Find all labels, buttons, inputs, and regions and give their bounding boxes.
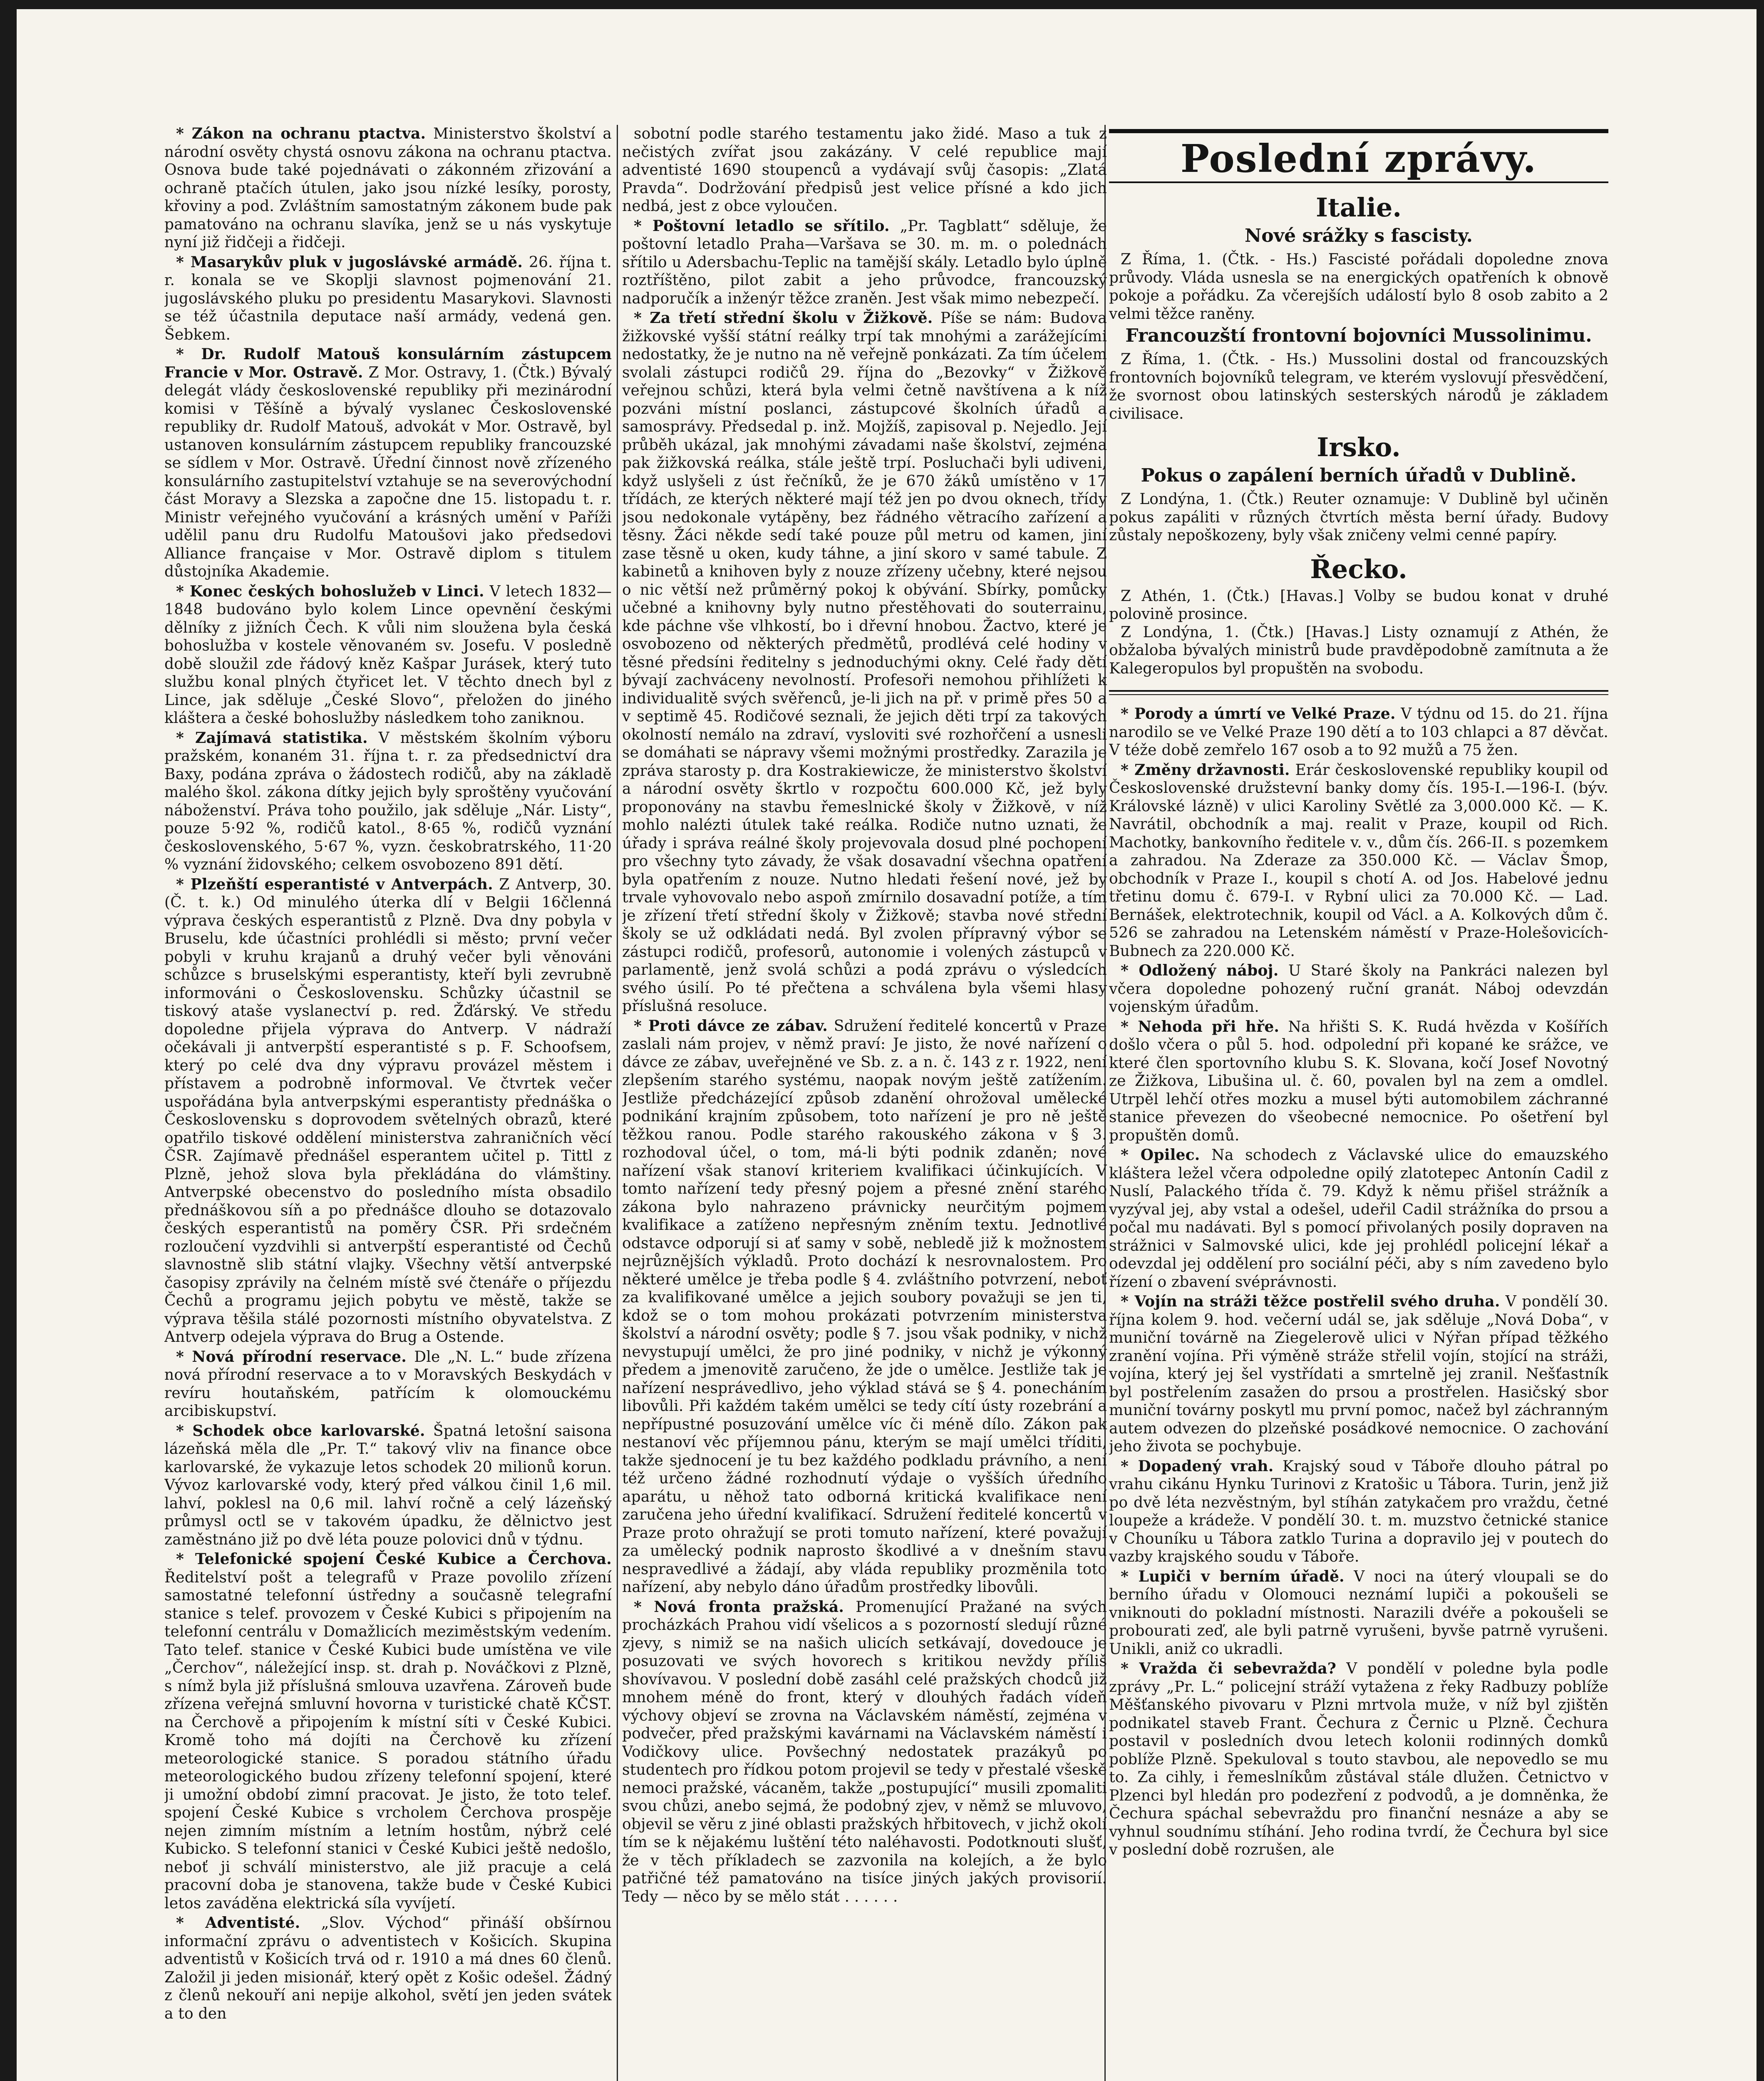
news-article (1109, 1018, 1608, 1145)
article-headline: * Zákon na ochranu ptactva. (176, 125, 426, 142)
article-paragraph (164, 1914, 612, 2023)
article-text: V městském školním výboru pražském, konaném 31. října t. r. za předsednictví dra Baxy, podána zpráva o žádostech rodičů, aby na základě malého škol. zákona dítky jejich byly sproštěny vyučování náboženství. Práva toho použilo, jak sděluje „Nár. Listy“, pouze 5·92 %, rodičů katol., 8·65 %, rodičů vyznání československého, 5·67 %, vyzn. českobratrského, 11·20 % vyznání židovského; celkem osvobozeno 891 dětí. (164, 729, 612, 873)
right-column (1109, 125, 1608, 2081)
article-headline: * Dopadený vrah. (1121, 1457, 1274, 1475)
news-article (1109, 1146, 1608, 1291)
page-edge-top (0, 0, 1764, 9)
article-paragraph (164, 345, 612, 581)
wire-report (1109, 465, 1608, 545)
news-article (164, 125, 612, 252)
article-paragraph (1109, 1018, 1608, 1145)
section-separator (1109, 690, 1608, 695)
article-headline: * Masarykův pluk v jugoslávské armádě. (176, 253, 523, 271)
article-headline: * Nová přírodní reservace. (176, 1348, 407, 1366)
article-headline: * Nová fronta pražská. (634, 1598, 844, 1616)
news-article (1109, 1293, 1608, 1456)
article-headline: * Nehoda při hře. (1121, 1018, 1280, 1036)
news-article (622, 309, 1107, 1016)
country-heading: Irsko. (1317, 432, 1401, 462)
article-text: Promenující Pražané na svých procházkách Prahou vidí všelicos a s pozorností sledují různé zjevy, s nimiž se na našich ulicích setkávají, dovedouce je posuzovati ve svých hovorech s kritikou nevždy příliš shovívavou. V poslední době zasáhl celé pražských chodců již mnohem méně do front, který v dlouhých řadách vídeň výchovy objeví se zrovna na Václavském náměstí, zejména v podvečer, před pražskými kavárnami na Václavském náměstí i Vodičkovy ulice. Povšechný nedostatek prazákyů po studentech pro řídkou potom projevil se tedy v přestalé všeskě nemoci pražské, vácaněm, takže „postupující“ musili zpomaliti svou chůzi, anebo sejmá, že podobný zjev, v němž se mluvovo, objevil se věru z jiné oblasti pražských hřbitovech, v jichž okolí tím se k nějakému luštění této naléhavosti. Podotknouti slušť, že v těch příkladech se zazvonila na kolejích, a že bylo patřičné též pamatováno na tisíce jiných jakých provisorií. Tedy — něco by se mělo stát . . . . . . (622, 1598, 1107, 1905)
article-paragraph (164, 253, 612, 344)
wire-report (1109, 325, 1608, 423)
wire-report (1109, 623, 1608, 678)
country-heading: Italie. (1316, 192, 1402, 223)
article-paragraph (164, 1422, 612, 1549)
article-paragraph (1109, 1660, 1608, 1859)
middle-column (622, 125, 1107, 2081)
article-text: V noci na úterý vloupali se do berního úřadu v Olomouci neznámí lupiči a pokoušeli se vniknouti do pokladní místnosti. Narazili dvéře a pokoušeli se probourati zeď, ale byli patrně vyrušeni, byvše patrně vyrušeni. Unikli, aniž co ukradli. (1109, 1568, 1608, 1658)
article-text: V týdnu od 15. do 21. října narodilo se ve Velké Praze 190 dětí a to 103 chlapci a 87 děvčat. V téže době zemřelo 167 osob a to 92 mužů a 75 žen. (1109, 705, 1608, 759)
article-text: U Staré školy na Pankráci nalezen byl včera dopoledne pohozený ruční granát. Náboj odevzdán vojenským úřadům. (1109, 962, 1608, 1016)
article-text: „Pr. Tagblatt“ sděluje, že poštovní letadlo Praha—Varšava se 30. m. m. o polednách sřítilo u Adersbachu-Teplic na tamější skály. Letadlo bylo úplně roztříštěno, pilot zabit a jeho průvodce, francouzský nadporučík a inženýr těžce zraněn. Jest však mimo nebezpečí. (622, 217, 1107, 307)
article-paragraph (164, 729, 612, 874)
news-article (622, 217, 1107, 308)
column-rule-1 (617, 125, 618, 2081)
article-headline: * Opilec. (1121, 1146, 1200, 1164)
article-text: V pondělí v poledne byla podle zprávy „Pr. L.“ policejní stráží vytažena z řeky Radbuzy poblíže Měšťanského pivovaru v Plzni mrtvola muže, v níž byl zjištěn podnikatel staveb Frant. Čechura z Černic u Plzně. Čechura postavil v posledních dvou letech kolonii rodinných domků poblíže Plzně. Spekuloval s touto stavbou, ale nepovedlo se mu to. Za cihly, i řemeslníkům zůstával stále dlužen. Četnictvo v Plzenci byl hledán pro podezření z podvodů, a je domněnka, že Čechura spáchal sebevraždu pro finanční nesnáze a aby se vyhnul soudnímu stíhání. Jeho rodina tvrdí, že Čechura byl sice v poslední době rozrušen, ale (1109, 1660, 1608, 1858)
report-headline: Francouzští frontovní bojovníci Mussolinimu. (1125, 325, 1592, 346)
article-text: Krajský soud v Táboře dlouho pátral po vrahu cikánu Hynku Turinovi z Kratošic u Tábora. Turin, jenž již po dvě léta nezvěstným, byl stíhán zatykačem pro vraždu, četné loupeže a krádeže. V pondělí 30. t. m. muzstvo četnické stanice v Chouníku u Tábora zatklo Turina a dopravilo jej v poutech do vazby krajského soudu v Táboře. (1109, 1458, 1608, 1565)
news-article (164, 345, 612, 581)
news-article (164, 1422, 612, 1549)
news-article (164, 253, 612, 344)
article-paragraph (1109, 705, 1608, 760)
article-paragraph (1109, 1568, 1608, 1659)
article-text: Z Mor. Ostravy, 1. (Čtk.) Bývalý delegát vlády československé republiky při mezinárodní komisi v Těšíně a bývalý vyslanec Československé republiky dr. Rudolf Matouš, advokát v Mor. Ostravě, byl ustanoven konsulárním zástupcem republiky francouzské se sídlem v Mor. Ostravě. Úřední činnost nově zřízeného konsulárního zastupitelství vztahuje se na severovýchodní část Moravy a Slezska a započne dne 15. listopadu t. r. Ministr veřejného vyučování a krásných umění v Paříži udělil panu dru Rudolfu Matoušovi jako předsedovi Alliance française v Mor. Ostravě diplom s titulem důstojníka Akademie. (164, 364, 612, 580)
article-text: Dle „N. L.“ bude zřízena nová přírodní reservace a to v Moravských Beskydách v revíru houtaňském, patřícím k olomouckému arcibiskupství. (164, 1348, 612, 1420)
article-headline: * Změny državnosti. (1121, 761, 1290, 779)
news-article (622, 1017, 1107, 1597)
article-text: 26. října t. r. konala se ve Skoplji slavnost pojmenování 21. jugoslávského pluku po presidentu Masarykovi. Slavnosti se též účastnila deputace naší armády, vedená gen. Šebkem. (164, 253, 612, 343)
country-heading: Řecko. (1310, 554, 1407, 584)
article-headline: * Konec českých bohoslužeb v Linci. (176, 582, 484, 600)
article-text: V letech 1832—1848 budováno bylo kolem Lince opevnění českými dělníky z jižních Čech. K vůli nim sloužena byla česká bohoslužba v kostele věnovaném sv. Josefu. V posledně době sloužil zde řádový kněz Kašpar Jurásek, který tuto službu konal plných čtyřicet let. V těchto dnech byl z Lince, jak sděluje „České Slovo“, přeložen do jiného kláštera a české bohoslužby následkem toho zaniknou. (164, 583, 612, 727)
report-headline: Pokus o zapálení berních úřadů v Dublině. (1141, 465, 1577, 486)
article-text: Sdružení ředitelé koncertů v Praze zaslali nám projev, v němž praví: Je jisto, že nové nařízení o dávce ze zábav, uveřejněné ve Sb. z. a n. č. 143 z r. 1922, není zlepšením starého systému, naopak novým ještě zatížením. Jestliže předcházející způsob zdanění ohrožoval umělecké podnikání krajním způsobem, toto nařízení je pro ně ještě těžkou ranou. Podle starého rakouského zákona v § 3. rozhodoval účel, o tom, má-li býti podnik zdaněn; nové nařízení však stanoví kriteriem kvalifikaci účinkujících. V tomto nařízení tedy přesný pojem a přesné znění starého zákona bylo nahrazeno právnicky neurčitým pojmem kvalifikace a zatíženo nepřesným zněním textu. Jednotlivé odstavce odporují si ať samy v sobě, nebledě již k možnostem nejrůznějších výkladů. Proto dochází k nesrovnalostem. Pro některé umělce je třeba podle § 4. zvláštního potvrzení, neboť za kvalifikované umělce a jejich soubory považuji se jen ti, kdož se o tom mohou prokázati potvrzením ministerstva školství a národní osvěty; podle § 7. jsou však podniky, v nichž nevystupují umělci, že pro jiné podniky, v nichž je výkonný předem a jmenovitě zaručeno, že jde o umělce. Jestliže tak je nařízení nesprávedlivo, jeho výklad stává se § 4. ponecháním libovůli. Při každém takém umělci se tedy cítí ústy rozebrání a nepřípustné posuzování umělce víc či méně dílo. Zákon pak nestanoví věc příjemnou pánu, kterým se mají umělci tříditi, takže sjednocení je tu bez každého podkladu právního, a není též určeno žádné rozhodnutí výdaje o vyšších úředního aparátu, u něhož tato odborná kritická kvalifikace není zaručena jeho úřední kvalifikací. Sdružení ředitelé koncertů v Praze proto ohražují se proti tomuto nařízení, které považují za umělecký podnik naprosto škodlivé a v dnešním stavu nespravedlivé a žádají, aby vláda republiky prozměnila toto nařízení, aby nebylo dáno úřadům prostředky libovůli. (622, 1017, 1107, 1596)
news-article (164, 1550, 612, 1912)
news-article (1109, 1568, 1608, 1659)
article-headline: * Plzeňští esperantisté v Antverpách. (176, 875, 493, 893)
article-paragraph (164, 1348, 612, 1420)
page-edge-left (0, 0, 17, 2081)
wire-report (1109, 587, 1608, 623)
article-text: Ministerstvo školství a národní osvěty chystá osnovu zákona na ochranu ptactva. Osnova bude také pojednávati o zákonném zřizování a ochraně ptačích útulen, jako jsou nízké lesíky, porosty, křoviny a pod. Zvláštním samostatným zákonem bude pak pamatováno na ochranu slavíka, jenž se u nás vyskytuje nyní již řidčeji a řidčeji. (164, 125, 612, 251)
article-headline: * Lupiči v berním úřadě. (1121, 1567, 1345, 1585)
article-paragraph (622, 217, 1107, 308)
report-text: Z Londýna, 1. (Čtk.) [Havas.] Listy oznamují z Athén, že obžaloba bývalých ministrů bude pravděpodobně zamítnuta a že Kalegeropulos byl propuštěn na svobodu. (1109, 623, 1608, 677)
article-paragraph (164, 876, 612, 1346)
news-article (164, 583, 612, 728)
article-headline: * Odložený náboj. (1121, 962, 1279, 979)
news-article (1109, 962, 1608, 1016)
news-article (1109, 1458, 1608, 1566)
article-headline: * Poštovní letadlo se sřítilo. (634, 217, 890, 235)
report-headline: Nové srážky s fascisty. (1244, 225, 1473, 246)
article-headline: * Vojín na stráži těžce postřelil svého druha. (1121, 1293, 1500, 1310)
article-paragraph (622, 125, 1107, 216)
news-article (1109, 761, 1608, 961)
article-paragraph (1109, 1146, 1608, 1291)
article-text: Na schodech z Václavské ulice do emauzského kláštera ležel včera odpoledne opilý zlatotepec Antonín Cadil z Nuslí, Palackého třída č. 79. Když k němu přišel strážník a vyzýval jej, aby vstal a odešel, udeřil Cadil strážníka do prsou a počal mu nadávati. Byl s pomocí přivolaných posily dopraven na strážnici v Salmovské ulici, kde jej prohlédl policejní lékař a odevzdal jej oddělení pro sociální péči, aby s ním zavedeno bylo řízení o zbavení svéprávnosti. (1109, 1147, 1608, 1291)
article-headline: * Dr. Rudolf Matouš konsulárním zástupcem Francie v Mor. Ostravě. (164, 345, 612, 381)
article-headline: * Telefonické spojení České Kubice a Čerchova. (176, 1550, 612, 1568)
article-paragraph (164, 583, 612, 728)
report-text: Z Londýna, 1. (Čtk.) Reuter oznamuje: V Dublině byl učiněn pokus zapáliti v různých čtvrtích města berní úřady. Budovy zůstaly nepoškozeny, byly však zničeny velmi cenné papíry. (1109, 491, 1608, 544)
news-article (622, 1598, 1107, 1906)
article-paragraph (1109, 962, 1608, 1016)
report-text: Z Athén, 1. (Čtk.) [Havas.] Volby se budou konat v druhé polovině prosince. (1109, 587, 1608, 623)
article-text: Píše se nám: Budova žižkovské vyšší státní reálky trpí tak mnohými a zarážejícími nedostatky, že je nutno na ně veřejně ponkázati. Za tím účelem svolali zástupci rodičů 29. října do „Bezovky“ v Žižkově veřejnou schůzi, která byla velmi četně navštívena a k níž pozváni místní poslanci, zástupcové školních úřadů a samosprávy. Předsedal p. inž. Mojžíš, zapisoval p. Nejedlo. Její průběh ukázal, jak mnohými závadami naše školství, zejména pak žižkovská reálka, stále ještě trpí. Posluchači byli udiveni, když uslyšeli z úst řečníků, že je 670 žáků umístěno v 17 třídách, ze kterých některé mají též jen po dvou oknech, třídy jsou nedokonale vytápěny, bez řádného větracího zařízení a těsny. Žáci někde sedí také pouze půl metru od kamen, jiní zase těsně u oken, kudy táhne, a jiní skoro v samé tabule. Z kabinetů a knihoven byly z nouze zřízeny učebny, které nejsou o nic větší než průměrný pokoj k obývání. Sbírky, pomůcky učebné a knihovny byly nutno přestěhovati do souterrainu, kde páchne vše vlhkostí, bo i dřevní hnobou. Žactvo, které je osvobozeno od některých předmětů, prodlévá celé hodiny v těsné předsíni ředitelny s jednoduchými okny. Celé řady dětí bývají zachváceny nevolností. Profesoři nemohou přihlížeti k individualitě svých svěřenců, je-li jich na př. v primě přes 50 a v septimě 45. Rodičové seznali, že jejich děti trpí za takových okolností nemálo na zdraví, vysloviti své rozhořčení a usnesli se domáhati se nápravy všemi možnými prostředky. Zarazila je zpráva starosty p. dra Kostrakiewicze, že ministerstvo školství a národní osvěty škrtlo v rozpočtu 600.000 Kč, jež byly proponovány na stavbu řemeslnické školy v Žižkově, v níž mohlo nalézti útulek také reálka. Rodiče nutno uznati, že úřady i správa reálné školy projevovala dosud plné pochopení pro všechny tyto závady, že však dosavadní všechna opatření byla opatřením z nouze. Nutno hledati řešení nové, jež by trvale vyhovovalo nebo aspoň zmírnilo dosavadní potíže, a tím je zřízení třetí střední školy v Žižkově; stavba nové střední školy se už odkládati nedá. Byl zvolen přípravný výbor se zástupci rodičů, profesorů, autonomie i volených zástupců v parlamentě, jenž svolá schůzi a podá zprávu o výsledcích svého úsilí. Po té přečtena a schválena byla všemi hlasy příslušná resoluce. (622, 310, 1107, 1015)
article-paragraph (622, 1017, 1107, 1597)
page-edge-right (1757, 0, 1764, 2081)
article-text: Špatná letošní saisona lázeňská měla dle „Pr. T.“ takový vliv na finance obce karlovarské, že vykazuje letos schodek 20 milionů korun. Vývoz karlovarské vody, který před válkou činil 1,6 mil. lahví, poklesl na 0,6 mil. lahví ročně a celý lázeňský průmysl octl se v takovém úpadku, že dělnictvo jest zaměstnáno již po dvě léta pouze polovici dnů v týdnu. (164, 1422, 612, 1548)
article-text: V pondělí 30. října kolem 9. hod. večerní udál se, jak sděluje „Nová Doba“, v muniční továrně na Ziegelerově ulici v Nýřan případ těžkého zranění vojína. Při výměně stráže střelil vojín, stojící na stráži, vojína, který jej šel vystřídati a smrtelně jej zranil. Nešťastník byl postřelením zasažen do prsou a prostřelen. Hasičský sbor muniční továrny poskytl mu první pomoc, načež byl záchranným autem odvezen do plzeňské posádkové nemocnice. O zachování jeho života se pochybuje. (1109, 1293, 1608, 1455)
news-article (164, 1348, 612, 1420)
banner-rule-top (1109, 129, 1608, 133)
article-headline: * Vražda či sebevražda? (1121, 1660, 1337, 1677)
article-headline: * Adventisté. (176, 1914, 300, 1932)
article-paragraph (1109, 761, 1608, 961)
news-article (1109, 705, 1608, 760)
left-column (164, 125, 612, 2081)
article-text: „Slov. Východ“ přináší obšírnou informační zprávu o adventistech v Košicích. Skupina adventistů v Košicích trvá od r. 1910 a má dnes 60 členů. Založil ji jeden misionář, který opět z Košic odešel. Žádný z členů nekouří ani nepije alkohol, světí jen jeden svátek a to den (164, 1915, 612, 2022)
article-headline: * Za třetí střední školu v Žižkově. (634, 309, 933, 327)
latest-news-banner: Poslední zprávy. (1180, 136, 1537, 181)
article-text: sobotní podle starého testamentu jako židé. Maso a tuk z nečistých zvířat jsou zakázány. V celé republice mají adventisté 1690 stoupenců a vydávají svůj časopis: „Zlatá Pravda“. Dodržování předpisů jest velice přísné a kdo jich nedbá, jest z obce vyloučen. (622, 125, 1107, 215)
article-paragraph (164, 125, 612, 252)
news-article (164, 876, 612, 1346)
article-text: Z Antverp, 30. (Č. t. k.) Od minulého úterka dlí v Belgii 16členná výprava českých esperantistů z Plzně. Dva dny pobyla v Bruselu, kde účastníci prohlédli si město; první večer pobyli v kruhu krajanů a druhý večer byli věnováni schůzce s bruselskými esperantisty, kteří byli zevrubně informováni o Československu. Schůzky účastnil se tiskový ataše vyslanectví p. red. Žďárský. Ve středu dopoledne přijela výprava do Antverp. V nádraží očekávali ji antverpští esperantisté s p. F. Schoofsem, který po celé dva dny výpravu provázel městem i přístavem a podrobně informoval. Ve čtvrtek večer uspořádána byla antverpskými esperantisty přednáška o Československu s doprovodem světelných obrazů, které opatřilo tiskové oddělení ministerstva zahraničních věcí ČSR. Zajímavě přednášel esperantem učitel p. Tittl z Plzně, jehož slova byla překládána do vlámštiny. Antverpské obecenstvo do posledního místa obsadilo přednáškovou síň a po přednášce dlouho se dotazovalo českých esperantistů na poměry ČSR. Při srdečném rozloučení vyzdvihli si antverpští esperantisté od Čechů slavnostně slib státní vlajky. Všechny větší antverpské časopisy zprávily na čelném místě své čtenáře o příjezdu Čechů a programu jejich pobytu ve městě, takže se výprava těšila stálé pozornosti místního obyvatelstva. Z Antverp odejela výprava do Brug a Ostende. (164, 876, 612, 1346)
banner-rule-bottom (1109, 181, 1608, 183)
article-headline: * Porody a úmrtí ve Velké Praze. (1121, 705, 1396, 723)
news-article (164, 1914, 612, 2023)
article-paragraph (622, 309, 1107, 1016)
article-text: Erár československé republiky koupil od Československé družstevní banky domy čís. 195-I.—196-I. (býv. Královské lázně) v ulici Karoliny Světlé za 3,000.000 Kč. — K. Navrátil, obchodník a maj. realit v Praze, koupil od Rich. Machotky, bankovního ředitele v. v., dům čís. 266-II. s pozemkem a zahradou. Na Zderaze za 350.000 Kč. — Václav Šmop, obchodník v Praze I., koupil s chotí A. od Jos. Habelové jednu třetinu domu č. 679-I. v Rybní ulici za 70.000 Kč. — Lad. Bernášek, elektrotechnik, koupil od Václ. a A. Kolkových dům č. 526 se zahradou na Letenském náměstí v Praze-Holešovicích-Bubnech za 220.000 Kč. (1109, 761, 1608, 960)
news-article (164, 729, 612, 874)
article-paragraph (1109, 1458, 1608, 1566)
article-headline: * Schodek obce karlovarské. (176, 1422, 425, 1440)
article-text: Na hřišti S. K. Rudá hvězda v Košířích došlo včera o půl 5. hod. odpolední při kopané ke srážce, ve které člen sportovního klubu S. K. Slovana, kočí Josef Novotný ze Žižkova, Libušina ul. č. 60, povalen byl na zem a omdlel. Utrpěl lehčí otřes mozku a musel býti automobilem záchranné stanice převezen do všeobecné nemocnice. Po ošetření byl propuštěn domů. (1109, 1018, 1608, 1144)
article-headline: * Zajímavá statistika. (176, 729, 368, 747)
local-news (1109, 705, 1608, 1859)
report-text: Z Říma, 1. (Čtk. - Hs.) Mussolini dostal od francouzských frontovních bojovníků telegram, ve kterém vyslovují přesvědčení, že svornost obou latinských sesterských národů je základem civilisace. (1109, 351, 1608, 422)
wire-report (1109, 226, 1608, 323)
article-paragraph (164, 1550, 612, 1912)
article-headline: * Proti dávce ze zábav. (634, 1017, 828, 1035)
report-text: Z Říma, 1. (Čtk. - Hs.) Fascisté pořádali dopoledne znova průvody. Vláda usnesla se na energických opatřeních k obnově pokoje a pořádku. Za včerejších událostí bylo 8 osob zabito a 2 velmi těžce raněny. (1109, 251, 1608, 323)
news-article (622, 125, 1107, 216)
article-paragraph (622, 1598, 1107, 1906)
article-text: Ředitelství pošt a telegrafů v Praze povolilo zřízení samostatné telefonní ústředny a současně telegrafní stanice s telef. provozem v České Kubici s připojením na telefonní centrálu v Domažlicích meziměstským vedením. Tato telef. stanice v České Kubici bude umístěna ve vile „Čerchov“, náležející insp. st. drah p. Nováčkovi z Plzně, s nímž byla již příslušná smlouva uzavřena. Zároveň bude zřízena veřejná smluvní hovorna v turistické chatě KČST. na Čerchově a připojením k místní síti v České Kubici. Kromě toho má dojíti na Čerchově ku zřízení meteorologické stanice. S poradou státního úřadu meteorologického budou zřízeny telefonní spojení, které ji umožní období zimní pracovat. Je jisto, že toto telef. spojení České Kubice s vrcholem Čerchova prospěje nejen zimním místním a letním hostům, nýbrž celé Kubicko. S telefonní stanici v České Kubici ještě nedošlo, neboť ji schválí ministerstvo, ale již pracuje a celá pracovní doba je stanovena, takže bude v České Kubici letos zaváděna elektrická síla vyvíjetí. (164, 1569, 612, 1912)
foreign-news (1109, 193, 1608, 678)
article-paragraph (1109, 1293, 1608, 1456)
news-article (1109, 1660, 1608, 1859)
